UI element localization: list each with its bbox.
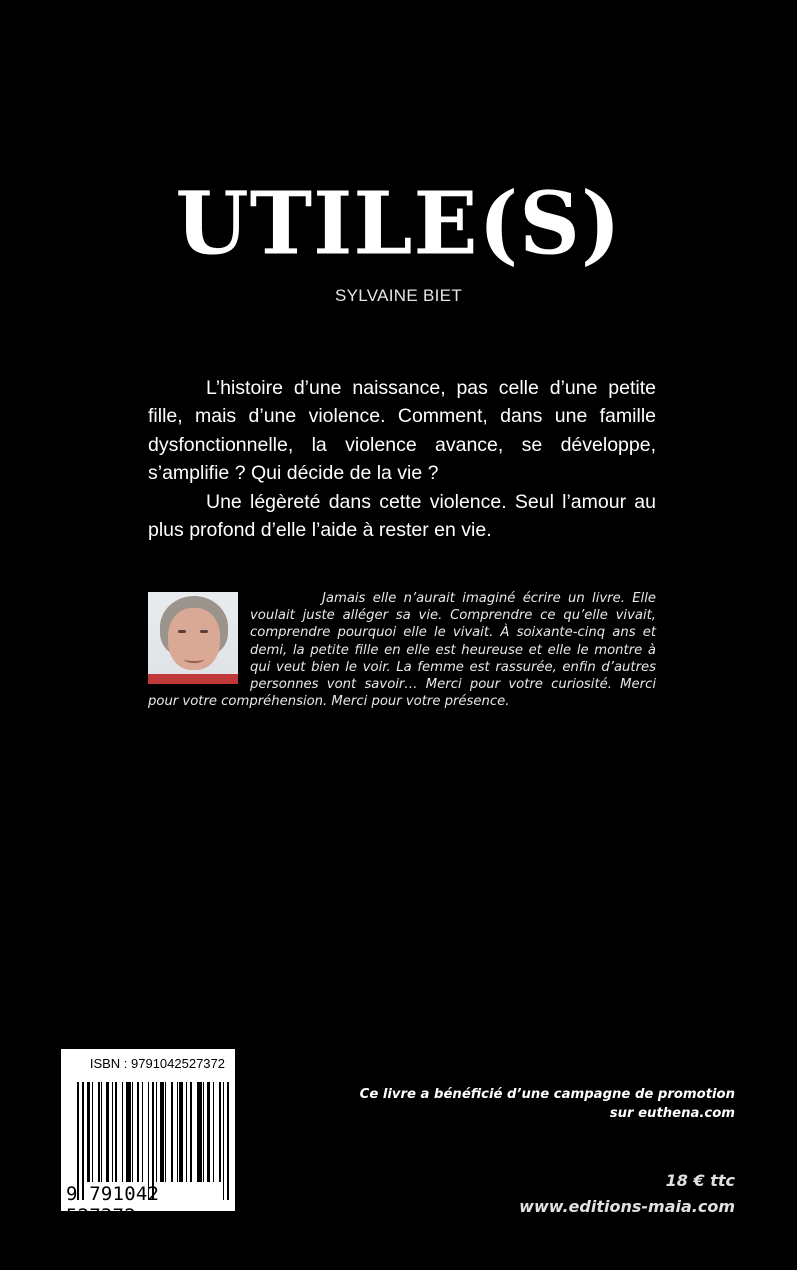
barcode-bar [165,1082,166,1182]
bio-text: Jamais elle n’aurait imaginé écrire un livre. Elle voulait juste alléger sa vie. Comprendre ce qu’elle vivait, comprendre pourquoi elle le vivait. À soixante-cinq ans et demi, la petite fille en elle est heureuse et elle le montre à qui veut bien le voir. La femme est rassurée, enfin d’autres personnes vont savoir… Merci pour votre curiosité. Merci pour votre compréhension. Merci pour votre présence. [148,591,656,710]
barcode-bar [186,1082,187,1182]
promotion-note [360,1085,735,1123]
price: 18 € ttc [665,1171,735,1190]
barcode-bar [126,1082,130,1182]
barcode-bar [156,1082,157,1182]
blurb-paragraph: Une légèreté dans cette violence. Seul l’amour au plus profond d’elle l’aide à rester en vie. [148,490,656,542]
barcode-bar [171,1082,173,1182]
barcode-bar [160,1082,163,1182]
promo-line: sur euthena.com [609,1106,735,1121]
barcode-bar [203,1082,204,1182]
barcode-bar [190,1082,192,1182]
barcode-bar [197,1082,201,1182]
barcode-bar [179,1082,182,1182]
barcode-bar [207,1082,209,1182]
barcode-bar [112,1082,113,1182]
barcode-bar [137,1082,139,1182]
barcode-bar [219,1082,221,1182]
publisher-website: www.editions-maia.com [519,1197,735,1216]
author-photo [148,592,238,684]
barcode-bar [87,1082,90,1182]
book-blurb [148,374,656,544]
barcode-digits: 9 791042 527372 [66,1183,160,1227]
barcode-bar [177,1082,178,1182]
barcode-bar [101,1082,102,1182]
promo-line: Ce livre a bénéficié d’une campagne de promotion [359,1087,735,1102]
isbn-label: ISBN : 9791042527372 [89,1056,225,1071]
barcode-bar [122,1082,123,1182]
author-name: SYLVAINE BIET [334,286,463,305]
author-bio [148,590,656,710]
barcode-bar [142,1082,143,1182]
blurb-paragraph: L’histoire d’une naissance, pas celle d’une petite fille, mais d’une violence. Comment, dans une famille dysfonctionnelle, la violence avance, se développe, s’amplifie ? Qui décide de la vie ? [148,377,656,485]
barcode-bar [98,1082,100,1182]
price-block [519,1168,735,1220]
barcode-bar [132,1082,133,1182]
barcode-bar [106,1082,109,1182]
barcode-bar [115,1082,117,1182]
isbn-barcode [61,1049,235,1227]
book-title: UTILE(S) [175,173,622,274]
barcode-bar [92,1082,93,1182]
barcode-bar [213,1082,214,1182]
